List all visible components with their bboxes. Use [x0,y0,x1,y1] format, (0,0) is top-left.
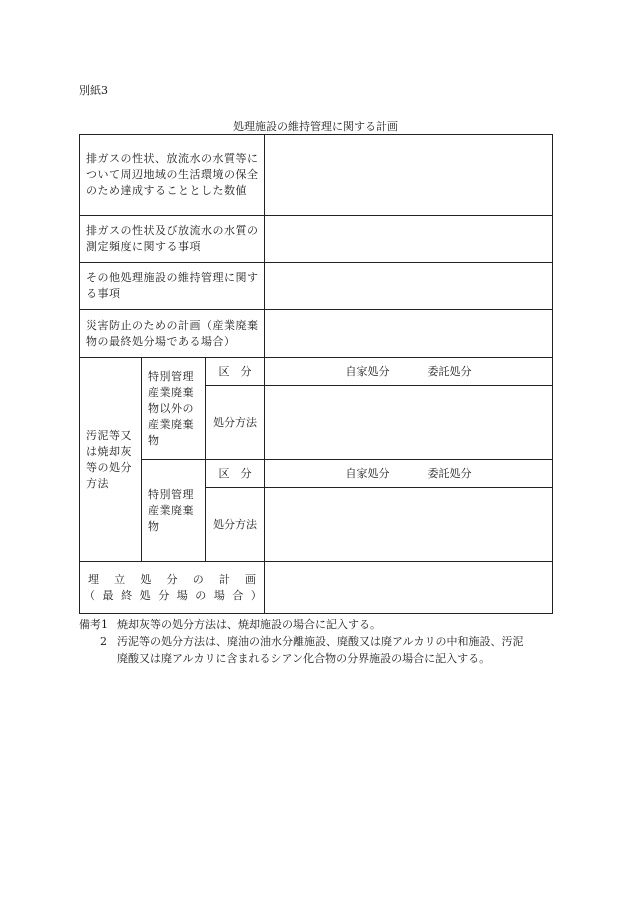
category-label: 特別管理産業廃棄物 [148,487,194,533]
row-label-cell [80,310,265,358]
landfill-value-cell[interactable] [265,562,553,614]
method-label-cell [206,386,265,460]
table-row [80,358,553,386]
row-label: 排ガスの性状及び放流水の水質の測定頻度に関する事項 [86,224,259,253]
note-2-number: 2 [100,635,107,648]
method-label-cell [206,488,265,562]
row-label-cell [80,263,265,310]
maintenance-plan-table [79,134,553,614]
row-label-cell [80,216,265,263]
kubun-label-cell [206,358,265,386]
note-1 [79,616,559,633]
contract-disposal-option[interactable]: 委託処分 [427,364,472,378]
document-title: 処理施設の維持管理に関する計画 [233,120,398,133]
self-disposal-option[interactable]: 自家処分 [345,466,390,480]
disposal-options-cell [265,358,553,386]
notes-section [79,616,559,667]
note-1-text: 焼却灰等の処分方法は、焼却施設の場合に記入する。 [117,618,381,631]
sludge-label: 汚泥等又は焼却灰等の処分方法 [86,428,132,490]
method-value-cell[interactable] [265,386,553,460]
category-cell [142,358,206,460]
row-value-cell[interactable] [265,263,553,310]
row-value-cell[interactable] [265,216,553,263]
kubun-label-cell [206,460,265,488]
table-row [80,216,553,263]
landfill-label-line1: 埋 立 処 分 の 計 画 [88,572,257,586]
table-row [80,310,553,358]
table-row [80,135,553,216]
self-disposal-option[interactable]: 自家処分 [345,364,390,378]
row-value-cell[interactable] [265,135,553,216]
method-value-cell[interactable] [265,488,553,562]
row-label: その他処理施設の維持管理に関する事項 [86,271,259,300]
method-label: 処分方法 [213,517,258,531]
row-label: 災害防止のための計画（産業廃棄物の最終処分場である場合） [86,318,259,348]
kubun-label: 区 分 [218,466,252,480]
landfill-label-line2: （ 最 終 処 分 場 の 場 合 ） [84,588,262,602]
landfill-label-cell [80,562,265,614]
table-row [80,562,553,614]
note-2-text-line2: 廃酸又は廃アルカリに含まれるシアン化合物の分界施設の場合に記入する。 [117,652,491,665]
method-label: 処分方法 [213,415,258,429]
row-label-cell [80,135,265,216]
attachment-label: 別紙3 [79,84,108,97]
category-cell [142,460,206,562]
note-2 [79,633,559,650]
row-value-cell[interactable] [265,310,553,358]
contract-disposal-option[interactable]: 委託処分 [427,466,472,480]
sludge-label-cell [80,358,142,562]
row-label: 排ガスの性状、放流水の水質等について周辺地域の生活環境の保全のため達成することとした数値 [86,152,259,197]
table-row [80,263,553,310]
category-label: 特別管理産業廃棄物以外の産業廃棄物 [148,369,194,447]
kubun-label: 区 分 [218,364,252,378]
notes-heading: 備考1 [79,618,108,631]
table-row [80,460,553,488]
disposal-options-cell [265,460,553,488]
note-2-text-line1: 汚泥等の処分方法は、廃油の油水分離施設、廃酸又は廃アルカリの中和施設、汚泥 [117,635,524,648]
